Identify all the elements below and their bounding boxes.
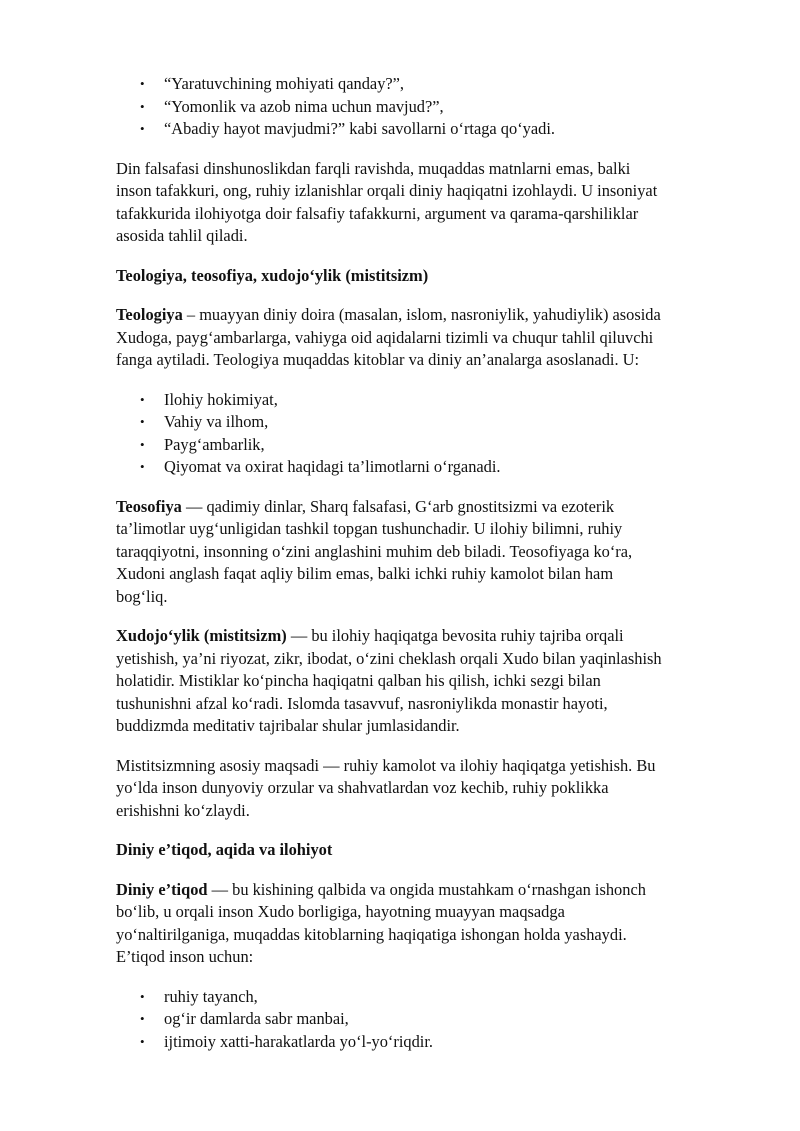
list-item: • Payg‘ambarlik, xyxy=(116,434,760,457)
list-item: • ijtimoiy xatti-harakatlarda yo‘l-yo‘riqdir. xyxy=(116,1031,760,1054)
list-item: • og‘ir damlarda sabr manbai, xyxy=(116,1008,760,1031)
term-xudojoylik: Xudojo‘ylik (mistitsizm) xyxy=(116,626,287,645)
section-heading: Teologiya, teosofiya, xudojo‘ylik (mistitsizm) xyxy=(116,265,429,285)
paragraph-teosofiya: Teosofiya — qadimiy dinlar, Sharq falsafasi, G‘arb gnostitsizmi va ezoterik ta’limotlar uyg‘unligidan tashkil topgan tushunchadir. U ilohiy bilimni, ruhiy taraqqiyotni, insonning o‘zini anglashini muhim deb biladi. Teosofiyaga ko‘ra, Xudoni anglash faqat aqliy bilim emas, balki ichki ruhiy kamolot bilan ham bog‘liq. xyxy=(116,496,633,606)
paragraph-teologiya: Teologiya – muayyan diniy doira (masalan, islom, nasroniylik, yahudiylik) asosida Xudoga, payg‘ambarlarga, vahiyga oid aqidalarni tizimli va chuqur tahlil qiluvchi fanga aytiladi. Teologiya muqaddas kitoblar va diniy an’analarga asoslanadi. U: xyxy=(116,305,661,369)
question-list xyxy=(116,73,760,141)
bullet-icon: • xyxy=(140,988,145,1004)
list-item: • Qiyomat va oxirat haqidagi ta’limotlarni o‘rganadi. xyxy=(116,456,760,479)
paragraph-mistitsizm: Mistitsizmning asosiy maqsadi — ruhiy kamolot va ilohiy haqiqatga yetishish. Bu yo‘lda inson dunyoviy orzular va shahvatlardan voz kechib, ruhiy poklikka erishishni ko‘zlaydi. xyxy=(116,755,656,820)
paragraph-din-falsafasi: Din falsafasi dinshunoslikdan farqli ravishda, muqaddas matnlarni emas, balki inson tafakkuri, ong, ruhiy izlanishlar orqali diniy haqiqatni izohlaydi. U insoniyat tafakkurida ilohiyotga doir falsafiy tafakkurni, argument va qarama-qarshiliklar asosida tahlil qiladi. xyxy=(116,158,658,245)
bullet-icon: • xyxy=(140,436,145,452)
list-item: • Ilohiy hokimiyat, xyxy=(116,389,760,412)
list-item: • “Abadiy hayot mavjudmi?” kabi savollarni o‘rtaga qo‘yadi. xyxy=(116,118,760,141)
section-heading: Diniy e’tiqod, aqida va ilohiyot xyxy=(116,840,333,859)
etiqod-roles-list xyxy=(116,986,760,1054)
bullet-icon: • xyxy=(140,1033,145,1049)
bullet-icon: • xyxy=(140,391,145,407)
bullet-icon: • xyxy=(140,98,145,114)
bullet-icon: • xyxy=(140,459,145,474)
list-item: • “Yomonlik va azob nima uchun mavjud?”, xyxy=(116,96,760,119)
bullet-icon: • xyxy=(140,1011,145,1026)
teologiya-topics-list xyxy=(116,389,760,479)
paragraph-etiqod: Diniy e’tiqod — bu kishining qalbida va ongida mustahkam o‘rnashgan ishonch bo‘lib, u orqali inson Xudo borligiga, hayotning muayyan maqsadga yo‘naltirilganiga, muqaddas kitoblarning haqiqatiga ishongan holda yashaydi. E’tiqod inson uchun: xyxy=(116,879,646,966)
bullet-icon: • xyxy=(140,121,145,136)
paragraph-xudojoylik: Xudojo‘ylik (mistitsizm) — bu ilohiy haqiqatga bevosita ruhiy tajriba orqali yetishish, ya’ni riyozat, zikr, ibodat, o‘zini cheklash orqali Xudo bilan yaqinlashish holatidir. Mistiklar ko‘pincha haqiqatni qalban his qilish, ichki sezgi bilan tushunishni afzal ko‘radi. Islomda tasavvuf, nasroniylikda monastir hayoti, buddizmda meditativ tajribalar shular jumlasidandir. xyxy=(116,626,662,735)
list-item: • ruhiy tayanch, xyxy=(116,986,760,1009)
list-item: • “Yaratuvchining mohiyati qanday?”, xyxy=(116,73,760,96)
term-teosofiya: Teosofiya xyxy=(116,496,182,516)
bullet-icon: • xyxy=(140,76,145,91)
list-item: • Vahiy va ilhom, xyxy=(116,411,760,434)
term-diniy-etiqod: Diniy e’tiqod xyxy=(116,879,208,899)
bullet-icon: • xyxy=(140,414,145,429)
term-teologiya: Teologiya xyxy=(116,305,183,324)
